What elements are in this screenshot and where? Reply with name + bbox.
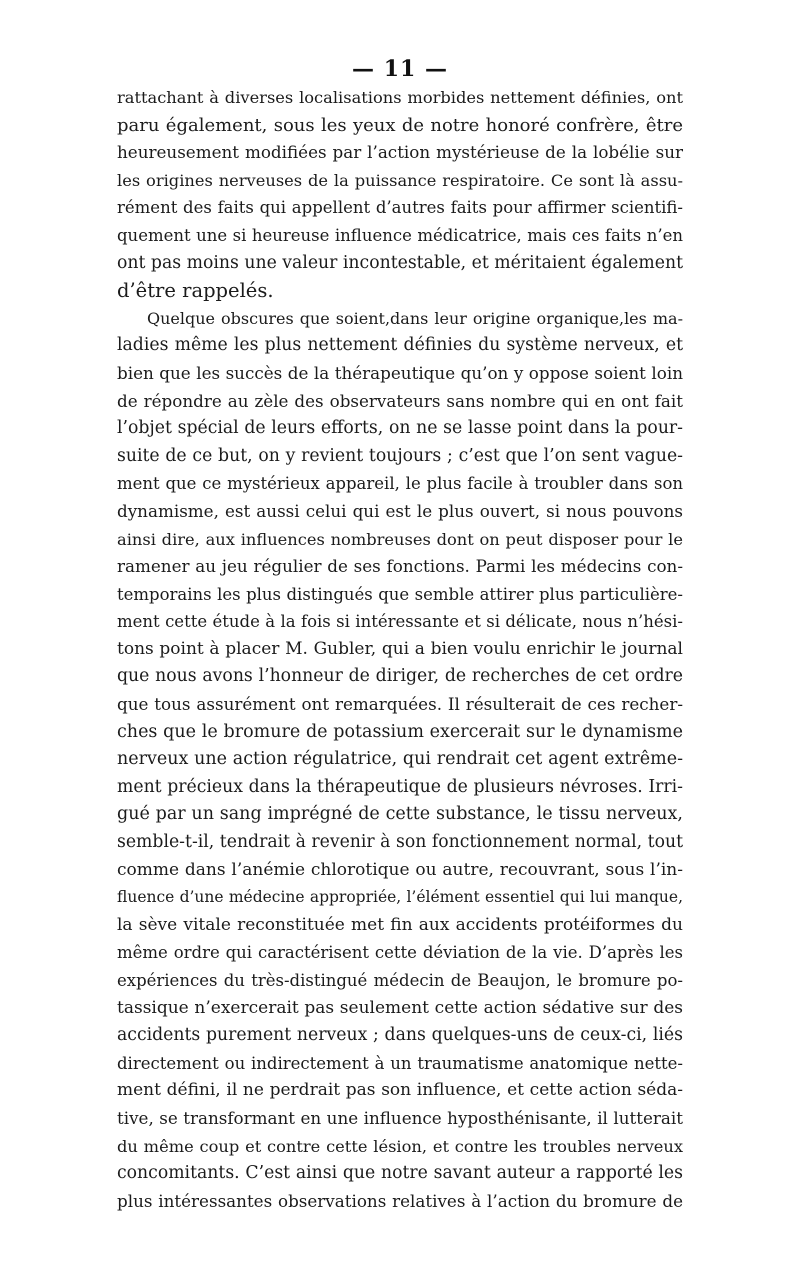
text-line: rément des faits qui appellent d’autres faits pour affirmer scientifi- (117, 198, 683, 218)
text-line: suite de ce but, on y revient toujours ; c’est que l’on sent vague- (117, 445, 683, 466)
text-line: quement une si heureuse influence médicatrice, mais ces faits n’en (117, 225, 683, 245)
text-line: paru également, sous les yeux de notre honoré confrère, être (117, 114, 683, 136)
text-line: d’être rappelés. (117, 279, 274, 303)
text-line: ladies même les plus nettement définies du système nerveux, et (117, 335, 683, 356)
text-line: que tous assurément ont remarquées. Il résulterait de ces recher- (117, 694, 683, 715)
text-line: bien que les succès de la thérapeutique qu’on y oppose soient loin (117, 362, 683, 383)
text-line: concomitants. C’est ainsi que notre savant auteur a rapporté les (117, 1163, 683, 1184)
text-line: fluence d’une médecine appropriée, l’élément essentiel qui lui manque, (117, 888, 683, 907)
text-line: heureusement modifiées par l’action mystérieuse de la lobélie sur (117, 142, 683, 163)
text-line: ramener au jeu régulier de ses fonctions. Parmi les médecins con- (117, 556, 683, 577)
text-line: que nous avons l’honneur de diriger, de recherches de cet ordre (117, 666, 683, 687)
page-number: — 11 — (352, 56, 448, 82)
text-line: directement ou indirectement à un traumatisme anatomique nette- (117, 1053, 683, 1073)
text-line: les origines nerveuses de la puissance respiratoire. Ce sont là assu- (117, 170, 683, 190)
text-line: nerveux une action régulatrice, qui rendrait cet agent extrême- (117, 749, 683, 770)
text-line: ont pas moins une valeur incontestable, et méritaient également (117, 252, 683, 273)
text-line: de répondre au zèle des observateurs sans nombre qui en ont fait (117, 390, 683, 411)
text-line: tive, se transformant en une influence hyposthénisante, il lutterait (117, 1107, 683, 1128)
text-line: temporains les plus distingués que semble attirer plus particulière- (117, 584, 683, 604)
text-line: la sève vitale reconstituée met fin aux accidents protéiformes du (117, 914, 683, 935)
text-line: expériences du très-distingué médecin de Beaujon, le bromure po- (117, 971, 683, 990)
text-line: ment défini, il ne perdrait pas son influence, et cette action séda- (117, 1080, 683, 1101)
text-line: gué par un sang imprégné de cette substance, le tissu nerveux, (117, 804, 683, 825)
text-line: ment précieux dans la thérapeutique de plusieurs névroses. Irri- (117, 776, 683, 797)
text-line: ainsi dire, aux influences nombreuses dont on peut disposer pour le (117, 529, 683, 549)
text-line: ment cette étude à la fois si intéressante et si délicate, nous n’hési- (117, 612, 683, 632)
text-line: comme dans l’anémie chlorotique ou autre, recouvrant, sous l’in- (117, 859, 683, 880)
paragraph-start-line: Quelque obscures que soient,dans leur origine organique,les ma- (147, 308, 683, 328)
text-line: tons point à placer M. Gubler, qui a bien voulu enrichir le journal (117, 638, 683, 659)
text-line: ment que ce mystérieux appareil, le plus facile à troubler dans son (117, 474, 683, 494)
text-line: l’objet spécial de leurs efforts, on ne se lasse point dans la pour- (117, 418, 683, 439)
body-text (117, 84, 683, 1215)
text-line: rattachant à diverses localisations morbides nettement définies, ont (117, 88, 683, 107)
text-line: même ordre qui caractérisent cette déviation de la vie. D’après les (117, 943, 683, 963)
text-line: plus intéressantes observations relatives à l’action du bromure de (117, 1190, 683, 1211)
text-line: dynamisme, est aussi celui qui est le plus ouvert, si nous pouvons (117, 500, 683, 521)
text-line: tassique n’exercerait pas seulement cette action sédative sur des (117, 997, 683, 1018)
text-line: ches que le bromure de potassium exercerait sur le dynamisme (117, 721, 683, 742)
text-line: semble-t-il, tendrait à revenir à son fonctionnement normal, tout (117, 832, 683, 853)
text-line: accidents purement nerveux ; dans quelques-uns de ceux-ci, liés (117, 1025, 683, 1046)
text-line: du même coup et contre cette lésion, et contre les troubles nerveux (117, 1136, 683, 1156)
